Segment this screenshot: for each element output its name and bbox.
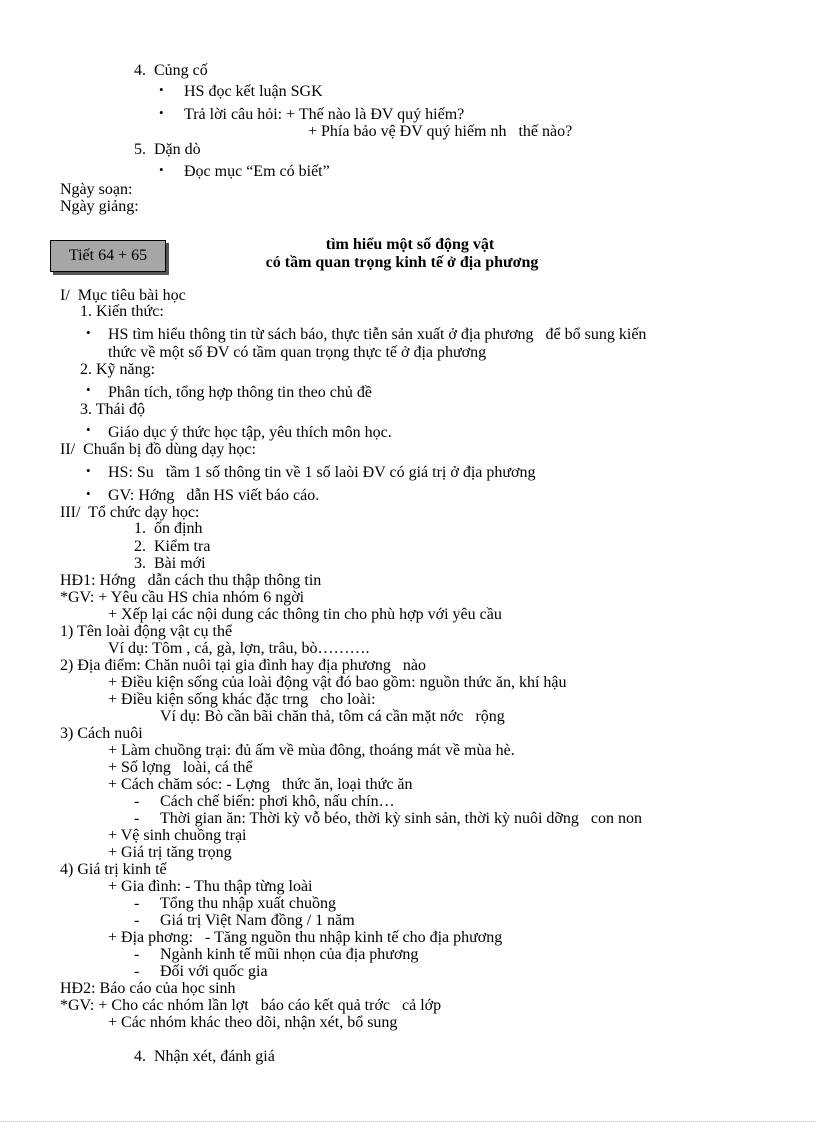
text-line: 2) Địa điểm: Chăn nuôi tại gia đình hay địa phương nào xyxy=(60,657,426,674)
bullet: • xyxy=(86,325,91,340)
text-line: 4) Giá trị kinh tế xyxy=(60,861,167,878)
lesson-number-box: Tiết 64 + 65 xyxy=(50,240,166,272)
text-line: Ví dụ: Tôm , cá, gà, lợn, trâu, bò………. xyxy=(108,640,370,657)
list-item-5: 5. Dặn dò xyxy=(134,141,201,158)
dash: - xyxy=(134,895,140,912)
bullet-text: Phân tích, tổng hợp thông tin theo chủ đề xyxy=(108,384,372,401)
bullet-text: GV: Hớng dẫn HS viết báo cáo. xyxy=(108,487,320,504)
ngay-soan: Ngày soạn: xyxy=(60,181,133,198)
text-line: Ngành kinh tế mũi nhọn của địa phương xyxy=(160,946,419,963)
text-line: + Cách chăm sóc: - Lợng thức ăn, loại thức ăn xyxy=(108,776,413,793)
text-line: Ví dụ: Bò cần bãi chăn thả, tôm cá cần mặt nớc rộng xyxy=(160,708,505,725)
bullet-text-cont: + Phía bảo vệ ĐV quý hiếm nh thế nào? xyxy=(308,123,573,140)
text-line: *GV: + Yêu cầu HS chia nhóm 6 ngời xyxy=(60,589,305,606)
bullet-text: Đọc mục “Em có biết” xyxy=(184,163,330,180)
sub-heading: 1. Kiến thức: xyxy=(80,303,164,320)
list-item-4: 4. Củng cố xyxy=(134,62,208,79)
bullet: • xyxy=(159,105,164,120)
section-heading: II/ Chuẩn bị đồ dùng dạy học: xyxy=(60,441,256,458)
bullet: • xyxy=(86,422,91,437)
activity-heading: HĐ2: Báo cáo của học sinh xyxy=(60,980,236,997)
dash: - xyxy=(134,963,140,980)
bullet: • xyxy=(159,162,164,177)
page-bottom-divider xyxy=(0,1121,816,1122)
bullet-text: HS đọc kết luận SGK xyxy=(184,83,323,100)
list-item: 2. Kiểm tra xyxy=(134,538,211,555)
text-line: + Điều kiện sống khác đặc trng cho loài: xyxy=(108,691,376,708)
section-heading: I/ Mục tiêu bài học xyxy=(60,287,186,304)
bullet: • xyxy=(159,82,164,97)
text-line: Giá trị Việt Nam đồng / 1 năm xyxy=(160,912,355,929)
text-line: + Điều kiện sống của loài động vật đó bao gồm: nguồn thức ăn, khí hậu xyxy=(108,674,567,691)
text-line: + Địa phơng: - Tăng nguồn thu nhập kinh tế cho địa phương xyxy=(108,929,503,946)
list-item: 4. Nhận xét, đánh giá xyxy=(134,1048,275,1065)
sub-heading: 2. Kỹ năng: xyxy=(80,361,156,378)
bullet-text: Giáo dục ý thức học tập, yêu thích môn học. xyxy=(108,424,392,441)
bullet-text: HS tìm hiểu thông tin từ sách báo, thực tiễn sản xuất ở địa phương để bổ sung kiến xyxy=(108,326,647,343)
text-line: *GV: + Cho các nhóm lần lợt báo cáo kết quả trớc cả lớp xyxy=(60,997,442,1014)
text-line: Thời gian ăn: Thời kỳ vỗ béo, thời kỳ sinh sản, thời kỳ nuôi dỡng con non xyxy=(160,810,642,827)
text-line: + Gia đình: - Thu thập từng loài xyxy=(108,878,313,895)
lesson-title-line2: có tầm quan trọng kinh tế ở địa phương xyxy=(265,254,539,271)
ngay-giang: Ngày giảng: xyxy=(60,198,139,215)
text-line: + Vệ sinh chuồng trại xyxy=(108,827,247,844)
bullet-text-cont: thức về một số ĐV có tầm quan trọng thực tế ở địa phương xyxy=(108,344,487,361)
lesson-title-line1: tìm hiểu một số động vật xyxy=(325,236,495,253)
dash: - xyxy=(134,946,140,963)
dash: - xyxy=(134,912,140,929)
text-line: + Các nhóm khác theo dõi, nhận xét, bổ sung xyxy=(108,1014,398,1031)
bullet-text: HS: Su tầm 1 số thông tin về 1 số laòi ĐV có giá trị ở địa phương xyxy=(108,464,536,481)
dash: - xyxy=(134,810,140,827)
text-line: + Làm chuồng trại: đủ ấm về mùa đông, thoáng mát về mùa hè. xyxy=(108,742,515,759)
text-line: Đối với quốc gia xyxy=(160,963,268,980)
text-line: + Giá trị tăng trọng xyxy=(108,844,232,861)
list-item: 3. Bài mới xyxy=(134,555,206,572)
activity-heading: HĐ1: Hớng dẫn cách thu thập thông tin xyxy=(60,572,322,589)
dash: - xyxy=(134,793,140,810)
bullet: • xyxy=(86,463,91,478)
sub-heading: 3. Thái độ xyxy=(80,401,146,418)
text-line: 3) Cách nuôi xyxy=(60,725,143,742)
text-line: + Số lợng loài, cá thể xyxy=(108,759,253,776)
bullet: • xyxy=(86,486,91,501)
section-heading: III/ Tổ chức dạy học: xyxy=(60,504,200,521)
list-item: 1. ổn định xyxy=(134,520,203,537)
bullet-text: Trả lời câu hỏi: + Thế nào là ĐV quý hiếm? xyxy=(184,106,465,123)
text-line: 1) Tên loài động vật cụ thể xyxy=(60,623,233,640)
text-line: Tổng thu nhập xuất chuồng xyxy=(160,895,336,912)
bullet: • xyxy=(86,382,91,397)
text-line: Cách chế biến: phơi khô, nấu chín… xyxy=(160,793,395,810)
text-line: + Xếp lại các nội dung các thông tin cho phù hợp với yêu cầu xyxy=(108,606,502,623)
